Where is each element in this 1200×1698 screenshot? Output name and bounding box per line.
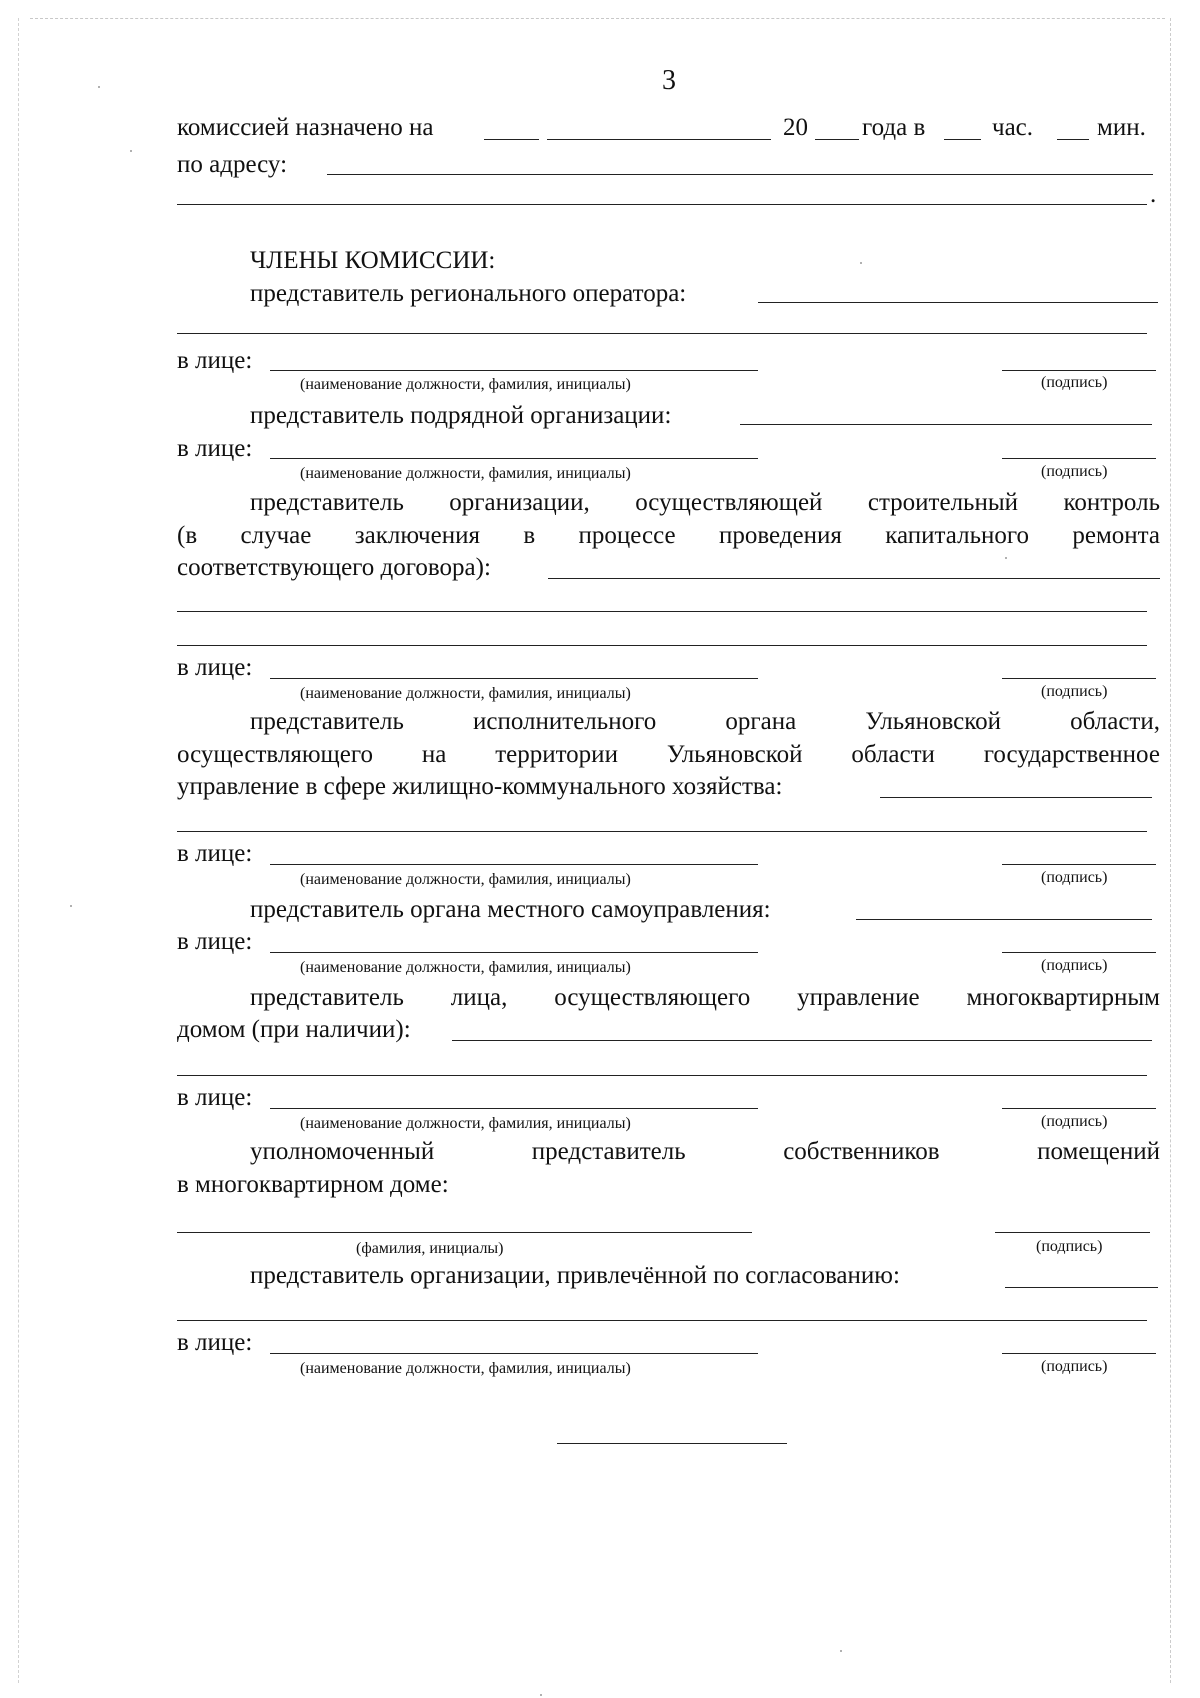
contractor-field[interactable] (740, 424, 1152, 425)
regional-operator-field-line2[interactable] (177, 333, 1147, 334)
construction-control-field[interactable] (548, 578, 1160, 579)
construction-control-line3: соответствующего договора): (177, 554, 491, 581)
management-company-field[interactable] (452, 1040, 1152, 1041)
construction-control-line1: представитель организации, осуществляющей строительный контроль (250, 489, 1160, 516)
management-company-field-line2[interactable] (177, 1075, 1147, 1076)
executive-body-line2: осуществляющего на территории Ульяновской области государственное (177, 741, 1160, 768)
executive-body-line3: управление в сфере жилищно-коммунального хозяйства: (177, 773, 783, 800)
contractor-person-field[interactable] (270, 458, 758, 459)
scheduled-label: комиссией назначено на (177, 114, 434, 141)
construction-signature-field[interactable] (1002, 678, 1156, 679)
invited-person-field[interactable] (270, 1353, 758, 1354)
regional-operator-label: представитель регионального оператора: (250, 280, 687, 307)
owners-representative-line1: уполномоченный представитель собственников помещений (250, 1138, 1160, 1165)
regional-signature-hint: (подпись) (1041, 374, 1108, 391)
management-company-line1: представитель лица, осуществляющего управление многоквартирным (250, 984, 1160, 1011)
construction-person-field[interactable] (270, 678, 758, 679)
invited-signature-hint: (подпись) (1041, 1358, 1108, 1375)
invited-organization-label: представитель организации, привлечённой по согласованию: (250, 1262, 900, 1289)
year-field[interactable] (815, 139, 859, 140)
management-signature-field[interactable] (1002, 1108, 1156, 1109)
contractor-in-person-label: в лице: (177, 435, 253, 462)
address-label: по адресу: (177, 151, 288, 178)
closing-separator (557, 1443, 787, 1444)
page-number: 3 (662, 65, 676, 96)
hours-label: час. (992, 114, 1034, 141)
members-title: ЧЛЕНЫ КОМИССИИ: (250, 247, 496, 274)
contractor-person-hint: (наименование должности, фамилия, инициалы) (300, 465, 631, 482)
month-field[interactable] (547, 139, 771, 140)
construction-signature-hint: (подпись) (1041, 683, 1108, 700)
year-prefix: 20 (783, 114, 808, 141)
hour-field[interactable] (944, 139, 981, 140)
invited-organization-field[interactable] (1005, 1287, 1158, 1288)
regional-operator-field[interactable] (758, 302, 1158, 303)
owners-signature-field[interactable] (995, 1232, 1150, 1233)
regional-person-field[interactable] (270, 370, 758, 371)
contractor-label: представитель подрядной организации: (250, 402, 672, 429)
local-government-label: представитель органа местного самоуправления: (250, 896, 771, 923)
day-field[interactable] (484, 139, 539, 140)
minutes-label: мин. (1097, 114, 1146, 141)
management-in-person-label: в лице: (177, 1084, 253, 1111)
minute-field[interactable] (1057, 139, 1089, 140)
scan-border-right (1170, 18, 1171, 1683)
contractor-signature-field[interactable] (1002, 458, 1156, 459)
local-person-field[interactable] (270, 952, 758, 953)
invited-person-hint: (наименование должности, фамилия, инициалы) (300, 1360, 631, 1377)
local-signature-field[interactable] (1002, 952, 1156, 953)
regional-in-person-label: в лице: (177, 347, 253, 374)
invited-in-person-label: в лице: (177, 1329, 253, 1356)
executive-body-field-line2[interactable] (177, 831, 1147, 832)
construction-person-hint: (наименование должности, фамилия, инициалы) (300, 685, 631, 702)
management-company-line2: домом (при наличии): (177, 1016, 411, 1043)
local-signature-hint: (подпись) (1041, 957, 1108, 974)
executive-signature-field[interactable] (1002, 864, 1156, 865)
local-in-person-label: в лице: (177, 928, 253, 955)
address-field[interactable] (327, 174, 1153, 175)
management-person-hint: (наименование должности, фамилия, инициалы) (300, 1115, 631, 1132)
local-person-hint: (наименование должности, фамилия, инициалы) (300, 959, 631, 976)
executive-signature-hint: (подпись) (1041, 869, 1108, 886)
invited-signature-field[interactable] (1002, 1353, 1156, 1354)
regional-person-hint: (наименование должности, фамилия, инициалы) (300, 376, 631, 393)
management-person-field[interactable] (270, 1108, 758, 1109)
construction-control-field-line2[interactable] (177, 611, 1147, 612)
contractor-signature-hint: (подпись) (1041, 463, 1108, 480)
owners-name-hint: (фамилия, инициалы) (356, 1240, 504, 1257)
owners-representative-line2: в многоквартирном доме: (177, 1171, 449, 1198)
invited-organization-field-line2[interactable] (177, 1320, 1147, 1321)
management-signature-hint: (подпись) (1041, 1113, 1108, 1130)
executive-in-person-label: в лице: (177, 840, 253, 867)
year-suffix: года в (862, 114, 926, 141)
local-government-field[interactable] (856, 919, 1152, 920)
owners-name-field[interactable] (177, 1232, 752, 1233)
executive-body-field[interactable] (880, 797, 1152, 798)
executive-body-line1: представитель исполнительного органа Ульяновской области, (250, 708, 1160, 735)
address-field-line2[interactable] (177, 204, 1147, 205)
executive-person-hint: (наименование должности, фамилия, инициалы) (300, 871, 631, 888)
construction-in-person-label: в лице: (177, 654, 253, 681)
executive-person-field[interactable] (270, 864, 758, 865)
regional-signature-field[interactable] (1002, 370, 1156, 371)
owners-signature-hint: (подпись) (1036, 1238, 1103, 1255)
scan-border-top (30, 18, 1165, 19)
construction-control-line2: (в случае заключения в процессе проведения капитального ремонта (177, 522, 1160, 549)
scan-border-left (18, 18, 19, 1683)
address-end-dot: . (1150, 181, 1157, 208)
construction-control-field-line3[interactable] (177, 645, 1147, 646)
